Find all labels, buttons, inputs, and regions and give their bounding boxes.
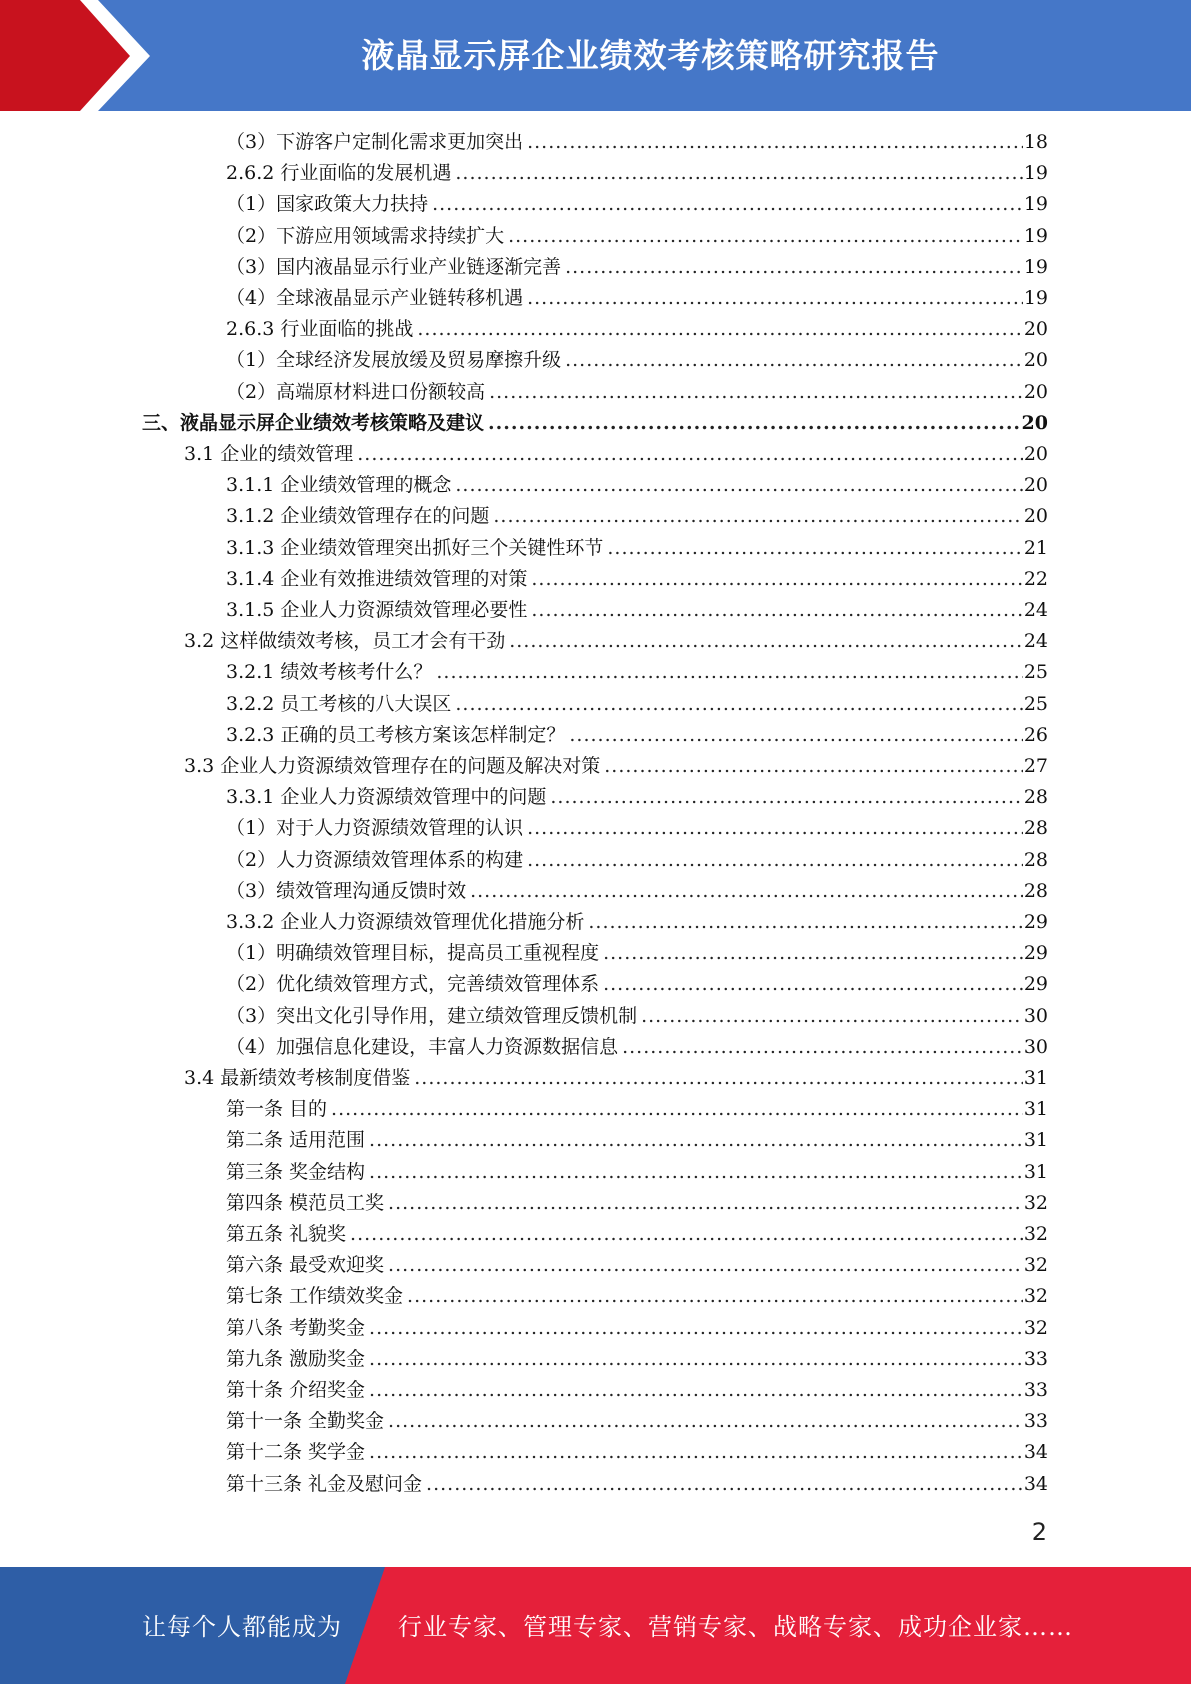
footer-slogan-left: 让每个人都能成为	[142, 1613, 342, 1641]
toc-entry-label: 3.1.4 企业有效推进绩效管理的对策	[226, 567, 528, 590]
toc-entry-page: 34	[1023, 1441, 1048, 1464]
toc-entry-label: 第八条 考勤奖金	[226, 1316, 366, 1339]
toc-dot-leader	[388, 1251, 1023, 1279]
toc-entry[interactable]	[226, 908, 1048, 936]
toc-entry-label: 三、液晶显示屏企业绩效考核策略及建议	[142, 411, 485, 434]
toc-dot-leader	[455, 159, 1022, 187]
toc-entry-page: 19	[1023, 224, 1048, 247]
toc-entry[interactable]	[226, 1470, 1048, 1498]
toc-entry[interactable]	[226, 1314, 1048, 1342]
toc-entry[interactable]	[226, 1407, 1048, 1435]
toc-entry-page: 30	[1023, 1035, 1048, 1058]
toc-entry[interactable]	[226, 159, 1048, 187]
toc-entry-label: 第十条 介绍奖金	[226, 1379, 366, 1401]
toc-entry-page: 19	[1023, 162, 1048, 185]
toc-dot-leader	[369, 1345, 1023, 1373]
toc-entry-label: 3.3.1 企业人力资源绩效管理中的问题	[226, 786, 547, 809]
toc-entry-label: 第十二条 奖学金	[226, 1441, 366, 1464]
toc-entry[interactable]	[226, 1126, 1048, 1154]
toc-entry[interactable]	[184, 752, 1048, 780]
toc-entry-page: 28	[1023, 786, 1048, 809]
toc-dot-leader	[488, 409, 1021, 437]
toc-entry-label: （2）人力资源绩效管理体系的构建	[226, 848, 524, 871]
toc-entry-label: 第五条 礼貌奖	[226, 1223, 347, 1245]
toc-entry[interactable]	[226, 783, 1048, 811]
toc-entry-page: 31	[1023, 1129, 1048, 1152]
toc-entry-page: 21	[1023, 536, 1048, 559]
toc-dot-leader	[527, 128, 1023, 156]
toc-entry-page: 24	[1023, 599, 1048, 621]
toc-entry-label: 第七条 工作绩效奖金	[226, 1285, 404, 1308]
toc-entry-page: 32	[1023, 1254, 1048, 1277]
toc-entry-page: 20	[1023, 318, 1048, 341]
toc-entry[interactable]	[226, 596, 1048, 624]
toc-entry-label: 3.2.2 员工考核的八大误区	[226, 692, 452, 715]
toc-entry[interactable]	[226, 1158, 1048, 1186]
toc-entry-label: 第三条 奖金结构	[226, 1160, 366, 1183]
toc-entry-page: 19	[1023, 255, 1048, 278]
toc-entry[interactable]	[226, 315, 1048, 343]
page-header	[0, 0, 1191, 111]
toc-entry-page: 25	[1023, 661, 1048, 684]
toc-dot-leader	[603, 939, 1023, 967]
toc-entry-label: （2）优化绩效管理方式，完善绩效管理体系	[226, 973, 600, 996]
toc-entry-page: 32	[1023, 1316, 1048, 1339]
toc-entry[interactable]	[226, 128, 1048, 156]
toc-entry-label: 2.6.3 行业面临的挑战	[226, 318, 414, 341]
toc-dot-leader	[426, 1470, 1023, 1498]
toc-entry-label: 3.1.3 企业绩效管理突出抓好三个关键性环节	[226, 536, 604, 559]
toc-dot-leader	[369, 1314, 1023, 1342]
toc-entry[interactable]	[226, 939, 1048, 967]
toc-entry-label: 3.1.2 企业绩效管理存在的问题	[226, 505, 490, 528]
toc-entry[interactable]	[226, 253, 1048, 281]
toc-dot-leader	[331, 1095, 1023, 1123]
toc-dot-leader	[493, 502, 1022, 530]
toc-entry[interactable]	[226, 1095, 1048, 1123]
toc-dot-leader	[531, 565, 1022, 593]
toc-entry[interactable]	[226, 1251, 1048, 1279]
toc-entry[interactable]	[226, 565, 1048, 593]
toc-entry-page: 22	[1023, 567, 1048, 590]
toc-entry[interactable]	[142, 409, 1048, 437]
toc-entry-page: 19	[1023, 287, 1048, 309]
toc-entry[interactable]	[226, 222, 1048, 250]
toc-entry-label: 第一条 目的	[226, 1098, 328, 1121]
toc-entry[interactable]	[184, 627, 1048, 655]
toc-dot-leader	[607, 534, 1022, 562]
toc-dot-leader	[531, 596, 1022, 624]
toc-dot-leader	[604, 752, 1023, 780]
toc-entry-page: 28	[1023, 817, 1048, 840]
toc-entry-label: （2）下游应用领域需求持续扩大	[226, 224, 505, 247]
toc-entry[interactable]	[226, 970, 1048, 998]
toc-entry-page: 29	[1023, 911, 1048, 933]
toc-dot-leader	[350, 1220, 1023, 1248]
toc-entry[interactable]	[226, 534, 1048, 562]
toc-entry[interactable]	[226, 690, 1048, 718]
toc-dot-leader	[641, 1002, 1023, 1030]
toc-entry-page: 32	[1023, 1285, 1048, 1308]
toc-entry-label: （2）高端原材料进口份额较高	[226, 380, 486, 403]
toc-dot-leader	[527, 814, 1023, 842]
toc-entry-label: 3.2.3 正确的员工考核方案该怎样制定？	[226, 723, 566, 746]
toc-entry[interactable]	[184, 1064, 1048, 1092]
toc-entry-label: 第十一条 全勤奖金	[226, 1410, 385, 1433]
toc-entry-label: 第十三条 礼金及慰问金	[226, 1472, 423, 1495]
toc-dot-leader	[508, 222, 1023, 250]
toc-entry[interactable]	[226, 1438, 1048, 1466]
toc-entry-page: 24	[1023, 630, 1048, 653]
toc-entry-label: （3）国内液晶显示行业产业链逐渐完善	[226, 255, 562, 278]
toc-entry-page: 20	[1023, 380, 1048, 403]
report-title: 液晶显示屏企业绩效考核策略研究报告	[361, 36, 940, 75]
toc-entry[interactable]	[226, 721, 1048, 749]
toc-dot-leader	[569, 721, 1022, 749]
toc-entry-label: 2.6.2 行业面临的发展机遇	[226, 162, 452, 185]
toc-entry-label: （3）绩效管理沟通反馈时效	[226, 879, 467, 902]
toc-entry-label: （1）明确绩效管理目标，提高员工重视程度	[226, 942, 600, 965]
toc-dot-leader	[455, 471, 1022, 499]
toc-entry[interactable]	[226, 284, 1048, 312]
toc-entry-label: （1）对于人力资源绩效管理的认识	[226, 817, 524, 840]
toc-entry-label: （1）国家政策大力扶持	[226, 193, 429, 216]
toc-entry-page: 26	[1023, 723, 1048, 746]
toc-entry[interactable]	[226, 190, 1048, 218]
toc-entry-label: 3.1 企业的绩效管理	[184, 443, 354, 465]
toc-entry-label: 3.3.2 企业人力资源绩效管理优化措施分析	[226, 911, 585, 933]
toc-dot-leader	[369, 1376, 1023, 1404]
toc-entry[interactable]	[226, 1345, 1048, 1373]
toc-entry[interactable]	[226, 846, 1048, 874]
toc-entry-page: 20	[1023, 349, 1048, 372]
toc-dot-leader	[527, 284, 1023, 312]
toc-entry-label: 3.3 企业人力资源绩效管理存在的问题及解决对策	[184, 755, 601, 777]
toc-entry-label: （4）加强信息化建设，丰富人力资源数据信息	[226, 1035, 619, 1058]
toc-entry[interactable]	[226, 1189, 1048, 1217]
toc-dot-leader	[369, 1126, 1023, 1154]
toc-entry[interactable]	[226, 1033, 1048, 1061]
toc-entry-page: 33	[1023, 1379, 1048, 1401]
toc-entry-page: 32	[1023, 1191, 1048, 1214]
footer-slogan-right: 行业专家、管理专家、营销专家、战略专家、成功企业家……	[398, 1613, 1073, 1641]
toc-dot-leader	[357, 440, 1023, 468]
toc-dot-leader	[527, 846, 1023, 874]
toc-entry-label: （3）下游客户定制化需求更加突出	[226, 131, 524, 153]
toc-dot-leader	[603, 970, 1023, 998]
toc-dot-leader	[432, 190, 1023, 218]
toc-entry[interactable]	[226, 1282, 1048, 1310]
toc-entry[interactable]	[226, 658, 1048, 686]
toc-entry[interactable]	[226, 1220, 1048, 1248]
toc-entry-label: （3）突出文化引导作用，建立绩效管理反馈机制	[226, 1004, 638, 1027]
toc-dot-leader	[388, 1189, 1023, 1217]
toc-entry[interactable]	[184, 440, 1048, 468]
toc-entry-page: 28	[1023, 848, 1048, 871]
toc-entry[interactable]	[226, 346, 1048, 374]
toc-entry-page: 33	[1023, 1410, 1048, 1433]
toc-entry-page: 31	[1023, 1067, 1048, 1089]
toc-dot-leader	[622, 1033, 1023, 1061]
toc-entry-page: 27	[1023, 755, 1048, 777]
toc-entry-label: （4）全球液晶显示产业链转移机遇	[226, 287, 524, 309]
toc-entry-page: 33	[1023, 1347, 1048, 1370]
toc-entry-page: 31	[1023, 1160, 1048, 1183]
toc-dot-leader	[369, 1158, 1023, 1186]
page-footer	[0, 1567, 1191, 1684]
toc-dot-leader	[588, 908, 1022, 936]
toc-entry-label: 第二条 适用范围	[226, 1129, 366, 1152]
toc-entry-page: 19	[1023, 193, 1048, 216]
toc-entry[interactable]	[226, 471, 1048, 499]
toc-entry-page: 20	[1023, 474, 1048, 497]
toc-dot-leader	[436, 658, 1022, 686]
toc-entry-page: 18	[1023, 131, 1048, 153]
toc-entry-page: 31	[1023, 1098, 1048, 1121]
toc-entry-page: 20	[1023, 505, 1048, 528]
toc-entry[interactable]	[226, 1002, 1048, 1030]
toc-entry-page: 20	[1023, 443, 1048, 465]
toc-entry-label: 3.1.5 企业人力资源绩效管理必要性	[226, 599, 528, 621]
toc-entry-page: 28	[1023, 879, 1048, 902]
toc-entry[interactable]	[226, 877, 1048, 905]
toc-entry[interactable]	[226, 378, 1048, 406]
toc-entry-label: （1）全球经济发展放缓及贸易摩擦升级	[226, 349, 562, 372]
toc-dot-leader	[407, 1282, 1023, 1310]
toc-entry-label: 3.2 这样做绩效考核，员工才会有干劲	[184, 630, 506, 653]
toc-entry-page: 30	[1023, 1004, 1048, 1027]
toc-entry[interactable]	[226, 502, 1048, 530]
toc-entry-label: 第六条 最受欢迎奖	[226, 1254, 385, 1277]
toc-entry-page: 34	[1023, 1472, 1048, 1495]
toc-entry-page: 29	[1023, 942, 1048, 965]
toc-entry-page: 29	[1023, 973, 1048, 996]
toc-dot-leader	[565, 253, 1023, 281]
toc-dot-leader	[388, 1407, 1023, 1435]
page-number: 2	[1031, 1518, 1047, 1546]
toc-entry-label: 3.4 最新绩效考核制度借鉴	[184, 1067, 411, 1089]
toc-dot-leader	[565, 346, 1023, 374]
toc-dot-leader	[414, 1064, 1023, 1092]
toc-dot-leader	[417, 315, 1022, 343]
toc-dot-leader	[455, 690, 1022, 718]
toc-entry-page: 32	[1023, 1223, 1048, 1245]
toc-entry[interactable]	[226, 1376, 1048, 1404]
toc-dot-leader	[489, 378, 1023, 406]
toc-dot-leader	[369, 1438, 1023, 1466]
toc-entry-label: 3.1.1 企业绩效管理的概念	[226, 474, 452, 497]
toc-entry[interactable]	[226, 814, 1048, 842]
toc-entry-label: 第四条 模范员工奖	[226, 1191, 385, 1214]
toc-entry-page: 25	[1023, 692, 1048, 715]
toc-dot-leader	[550, 783, 1022, 811]
toc-entry-label: 3.2.1 绩效考核考什么？	[226, 661, 433, 684]
toc-dot-leader	[470, 877, 1023, 905]
toc-entry-page: 20	[1021, 411, 1048, 434]
toc-dot-leader	[509, 627, 1023, 655]
toc-entry-label: 第九条 激励奖金	[226, 1347, 366, 1370]
